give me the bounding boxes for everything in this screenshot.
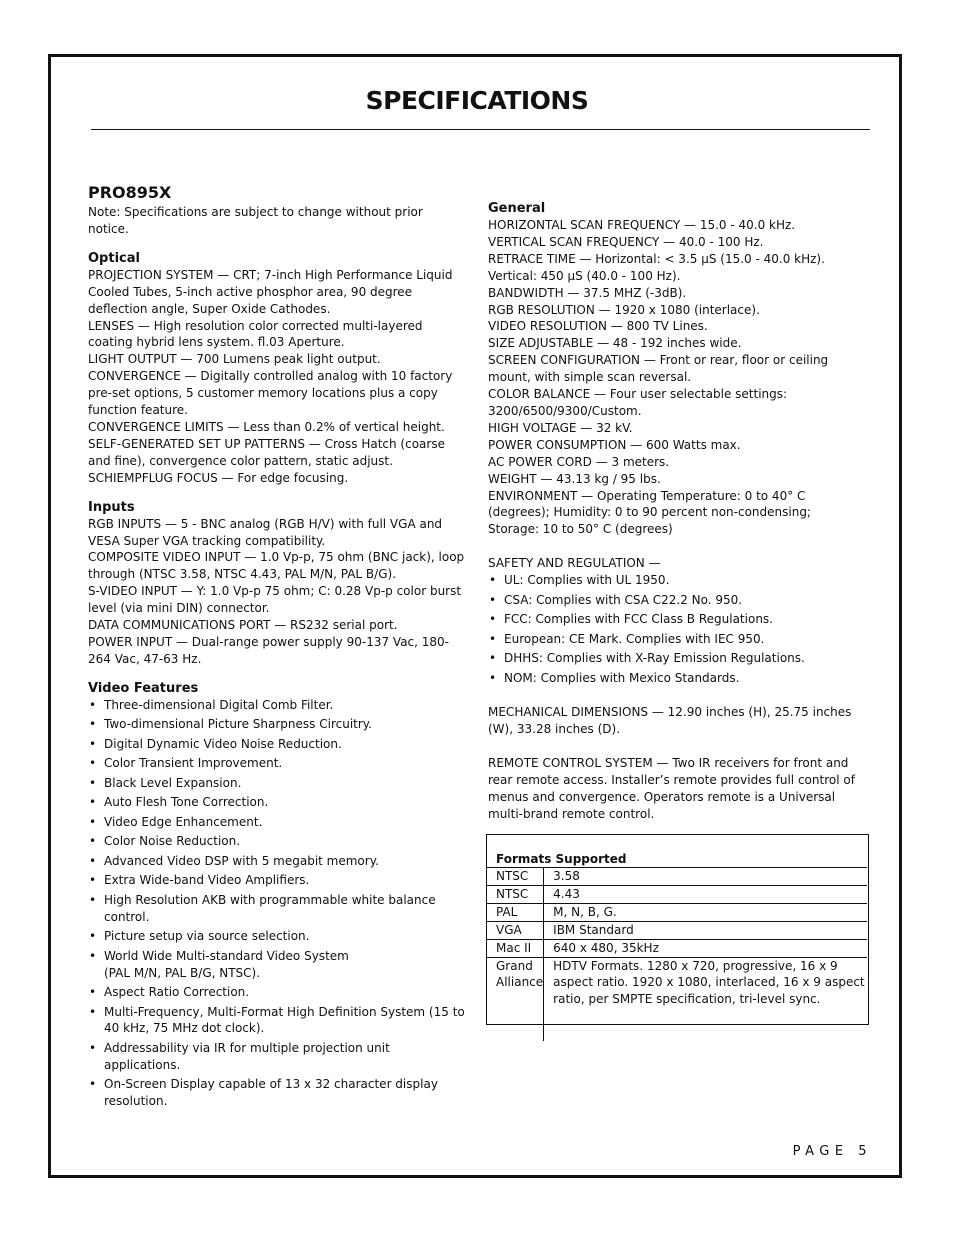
inputs-item: RGB INPUTS — 5 - BNC analog (RGB H/V) with full VGA and VESA Super VGA tracking compatibility. xyxy=(88,516,443,548)
list-item: • DHHS: Complies with X-Ray Emission Regulations. xyxy=(488,650,870,667)
list-item: • Black Level Expansion. xyxy=(88,775,466,792)
list-item: • Multi-Frequency, Multi-Format High Definition System (15 to 40 kHz, 75 MHz dot clock). xyxy=(88,1004,466,1038)
remote-control-system: REMOTE CONTROL SYSTEM — Two IR receivers for front and rear remote access. Installer’s remote provides full control of menus and convergence. Operators remote is a Universal multi-brand remote control. xyxy=(488,755,855,821)
video-features-list xyxy=(88,697,466,1110)
spacer xyxy=(488,689,870,704)
list-item: • Three-dimensional Digital Comb Filter. xyxy=(88,697,466,714)
optical-item: LIGHT OUTPUT — 700 Lumens peak light output. xyxy=(88,352,381,367)
table-row xyxy=(487,921,867,939)
list-item: • NOM: Complies with Mexico Standards. xyxy=(488,670,870,687)
format-value: IBM Standard xyxy=(544,921,867,939)
general-item: AC POWER CORD — 3 meters. xyxy=(488,454,670,469)
table-row xyxy=(487,885,867,903)
title-rule xyxy=(91,129,870,130)
general-item: SCREEN CONFIGURATION — Front or rear, floor or ceiling mount, with simple scan reversal. xyxy=(488,353,829,385)
inputs-heading: Inputs xyxy=(88,499,135,515)
list-item: • Picture setup via source selection. xyxy=(88,928,466,945)
inputs-item: POWER INPUT — Dual-range power supply 90-137 Vac, 180-264 Vac, 47-63 Hz. xyxy=(88,634,450,666)
spacer xyxy=(488,738,870,755)
optical-item: SELF-GENERATED SET UP PATTERNS — Cross Hatch (coarse and fine), convergence color pattern, static adjust. xyxy=(88,436,445,468)
notice-text: Note: Specifications are subject to change without prior notice. xyxy=(88,205,423,236)
list-item-subtext: (PAL M/N, PAL B/G, NTSC). xyxy=(104,965,261,980)
spacer xyxy=(488,538,870,555)
list-item: • On-Screen Display capable of 13 x 32 character display resolution. xyxy=(88,1076,466,1110)
format-standard: VGA xyxy=(487,921,544,939)
list-item: • Digital Dynamic Video Noise Reduction. xyxy=(88,736,466,753)
format-standard: NTSC xyxy=(487,868,544,886)
optical-item: PROJECTION SYSTEM — CRT; 7-inch High Performance Liquid Cooled Tubes, 5-inch active phosphor area, 90 degree deflection angle, Super Oxide Cathodes. xyxy=(88,267,453,316)
general-item: WEIGHT — 43.13 kg / 95 lbs. xyxy=(488,471,661,486)
list-item: • CSA: Complies with CSA C22.2 No. 950. xyxy=(488,592,870,609)
general-item: Vertical: 450 µS (40.0 - 100 Hz). xyxy=(488,268,681,283)
list-item: • Video Edge Enhancement. xyxy=(88,814,466,831)
formats-title: Formats Supported xyxy=(496,852,627,866)
general-item: Storage: 10 to 50° C (degrees) xyxy=(488,522,673,537)
optical-heading: Optical xyxy=(88,250,140,266)
format-standard: PAL xyxy=(487,903,544,921)
video-features-heading: Video Features xyxy=(88,680,199,696)
page-number: PAGE 5 xyxy=(792,1144,872,1159)
general-item: POWER CONSUMPTION — 600 Watts max. xyxy=(488,437,741,452)
table-row xyxy=(487,957,867,1041)
list-item: • Auto Flesh Tone Correction. xyxy=(88,794,466,811)
general-item: RGB RESOLUTION — 1920 x 1080 (interlace). xyxy=(488,302,760,317)
general-item: BANDWIDTH — 37.5 MHZ (-3dB). xyxy=(488,285,687,300)
format-value: HDTV Formats. 1280 x 720, progressive, 16 x 9 aspect ratio. 1920 x 1080, interlaced, 16 x 9 aspect ratio, per SMPTE specification, tri-level sync. xyxy=(544,957,867,1041)
optical-item: CONVERGENCE LIMITS — Less than 0.2% of vertical height. xyxy=(88,419,445,434)
model-name: PRO895X xyxy=(88,183,172,202)
right-column xyxy=(488,200,870,823)
table-row xyxy=(487,939,867,957)
optical-item: CONVERGENCE — Digitally controlled analog with 10 factory pre-set options, 5 customer memory locations plus a copy function feature. xyxy=(88,369,453,418)
format-value: M, N, B, G. xyxy=(544,903,867,921)
inputs-item: COMPOSITE VIDEO INPUT — 1.0 Vp-p, 75 ohm (BNC jack), loop through (NTSC 3.58, NTSC 4.43, PAL M/N, PAL B/G). xyxy=(88,550,465,582)
formats-box xyxy=(486,834,869,1025)
general-item: COLOR BALANCE — Four user selectable settings: 3200/6500/9300/Custom. xyxy=(488,387,788,418)
general-item: HIGH VOLTAGE — 32 kV. xyxy=(488,420,633,435)
format-standard: Mac II xyxy=(487,939,544,957)
mechanical-dimensions: MECHANICAL DIMENSIONS — 12.90 inches (H), 25.75 inches (W), 33.28 inches (D). xyxy=(488,705,852,737)
general-item: SIZE ADJUSTABLE — 48 - 192 inches wide. xyxy=(488,336,742,351)
table-row xyxy=(487,868,867,886)
general-item: VERTICAL SCAN FREQUENCY — 40.0 - 100 Hz. xyxy=(488,234,764,249)
table-row xyxy=(487,903,867,921)
list-item: • Aspect Ratio Correction. xyxy=(88,984,466,1001)
inputs-item: S-VIDEO INPUT — Y: 1.0 Vp-p 75 ohm; C: 0.28 Vp-p color burst level (via mini DIN) connector. xyxy=(88,584,462,616)
list-item: • Extra Wide-band Video Amplifiers. xyxy=(88,872,466,889)
safety-list xyxy=(488,572,870,686)
list-item xyxy=(88,948,466,982)
optical-item: SCHIEMPFLUG FOCUS — For edge focusing. xyxy=(88,470,349,485)
list-item: • High Resolution AKB with programmable white balance control. xyxy=(88,892,466,926)
inputs-item: DATA COMMUNICATIONS PORT — RS232 serial port. xyxy=(88,618,398,633)
general-item: HORIZONTAL SCAN FREQUENCY — 15.0 - 40.0 kHz. xyxy=(488,218,796,232)
general-item: VIDEO RESOLUTION — 800 TV Lines. xyxy=(488,319,708,334)
list-item: • Color Noise Reduction. xyxy=(88,833,466,850)
general-heading: General xyxy=(488,201,546,216)
left-column xyxy=(88,183,466,1113)
list-item: • Addressability via IR for multiple projection unit applications. xyxy=(88,1040,466,1074)
list-item: • UL: Complies with UL 1950. xyxy=(488,572,870,589)
list-item: • Color Transient Improvement. xyxy=(88,755,466,772)
formats-table xyxy=(487,867,867,1041)
list-item: • Two-dimensional Picture Sharpness Circuitry. xyxy=(88,716,466,733)
list-item: • European: CE Mark. Complies with IEC 950. xyxy=(488,631,870,648)
page-title: SPECIFICATIONS xyxy=(365,86,589,115)
format-value: 640 x 480, 35kHz xyxy=(544,939,867,957)
format-value: 3.58 xyxy=(544,868,867,886)
list-item: • FCC: Complies with FCC Class B Regulations. xyxy=(488,611,870,628)
list-item-text: World Wide Multi-standard Video System xyxy=(104,948,349,963)
format-standard: Grand Alliance xyxy=(487,957,544,1041)
format-value: 4.43 xyxy=(544,885,867,903)
general-item: ENVIRONMENT — Operating Temperature: 0 to 40° C (degrees); Humidity: 0 to 90 percent non-condensing; xyxy=(488,488,811,520)
optical-item: LENSES — High resolution color corrected multi-layered coating hybrid lens system. fl.03 Aperture. xyxy=(88,318,423,350)
safety-heading: SAFETY AND REGULATION — xyxy=(488,556,661,571)
general-item: RETRACE TIME — Horizontal: < 3.5 µS (15.0 - 40.0 kHz). xyxy=(488,251,825,266)
format-standard: NTSC xyxy=(487,885,544,903)
list-item: • Advanced Video DSP with 5 megabit memory. xyxy=(88,853,466,870)
